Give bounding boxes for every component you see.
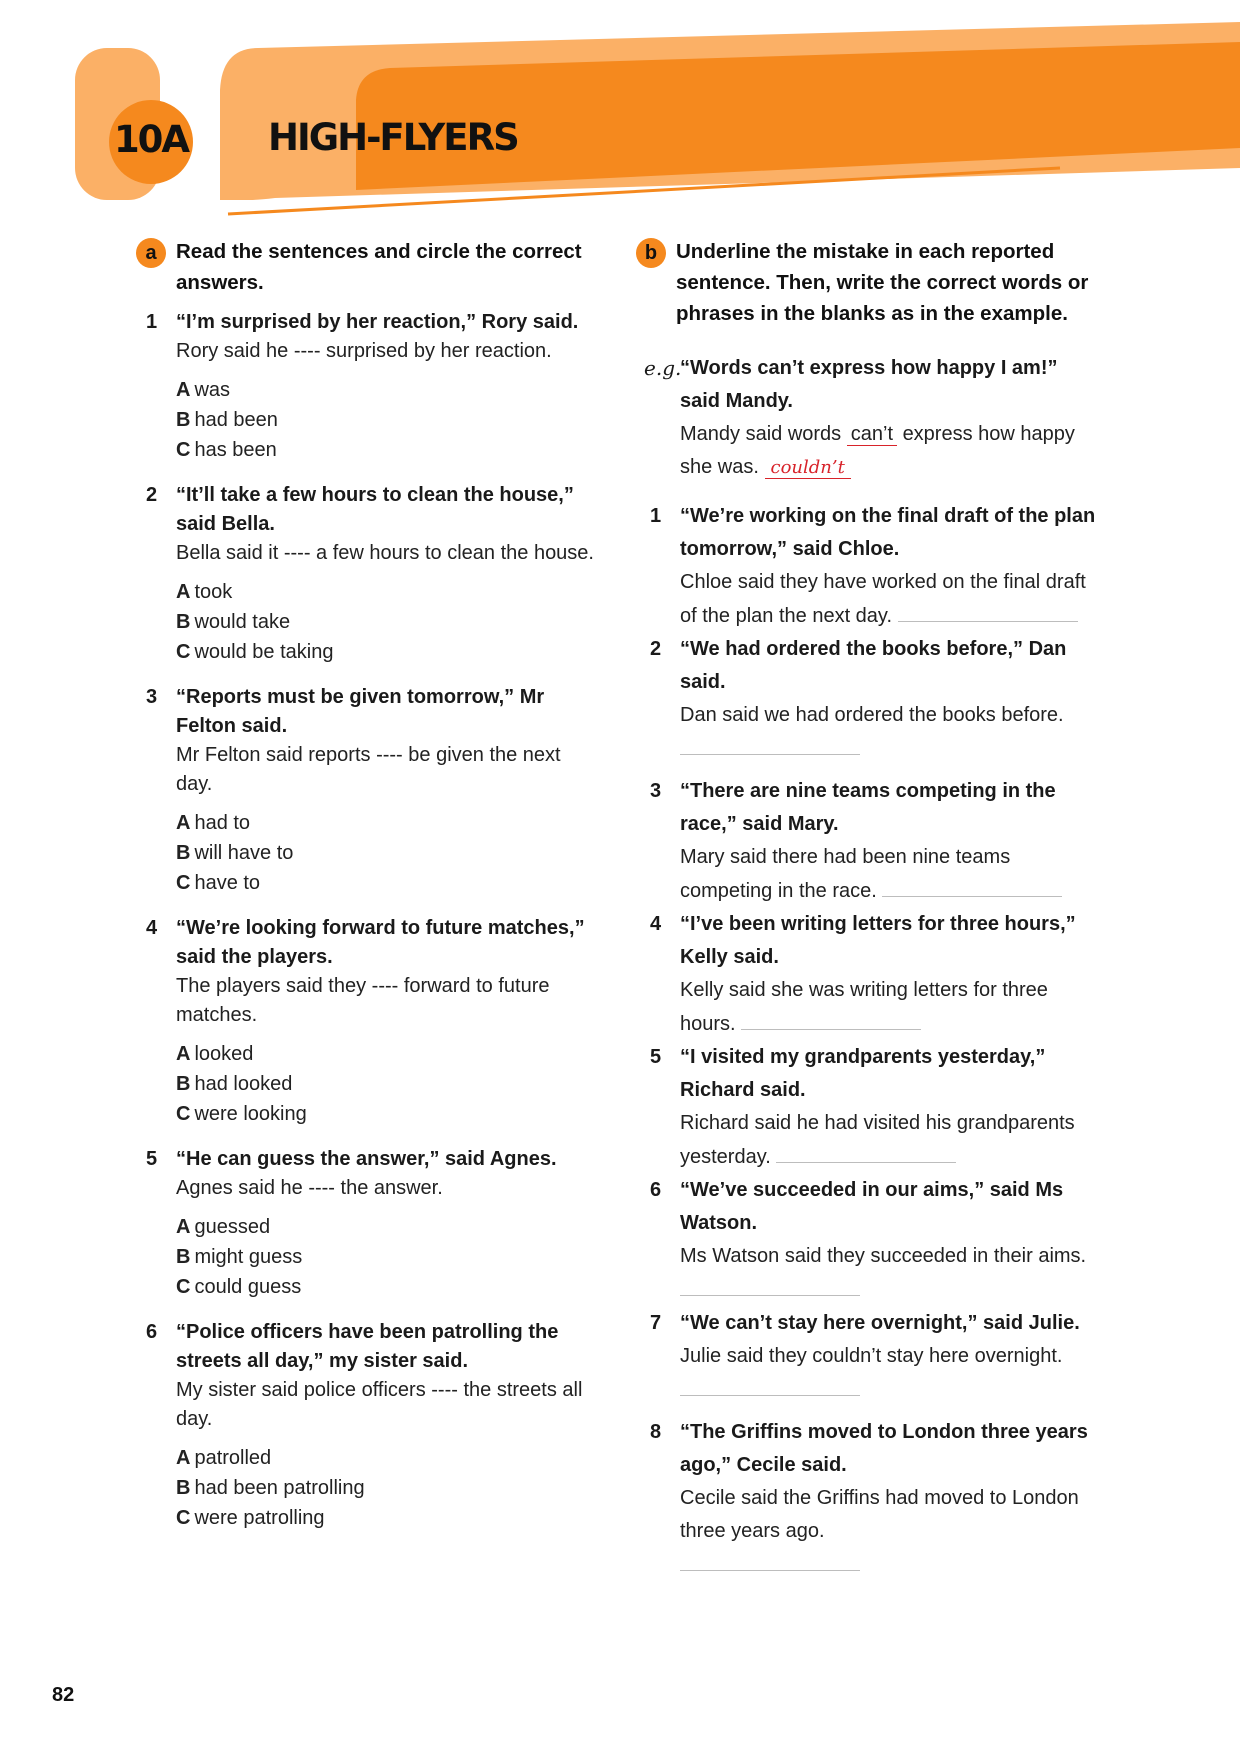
page-number: 82 — [52, 1684, 75, 1706]
question-b-6 — [650, 1174, 1100, 1307]
question-report: Chloe said they have worked on the final draft of the plan the next day. — [680, 571, 1086, 627]
question-number: 4 — [650, 913, 662, 935]
blank-line-row — [680, 1548, 1100, 1581]
question-report: Julie said they couldn’t stay here overnight. — [680, 1345, 1063, 1367]
question-a-5 — [146, 1145, 596, 1302]
unit-header — [0, 0, 1240, 230]
example-item — [644, 352, 1100, 484]
question-a-3 — [146, 683, 596, 898]
question-number: 1 — [650, 505, 662, 527]
answer-blank[interactable] — [898, 599, 1078, 622]
question-report: My sister said police officers ---- the streets all day. — [176, 1379, 583, 1430]
question-report: The players said they ---- forward to future matches. — [176, 975, 550, 1026]
answer-blank[interactable] — [776, 1140, 956, 1163]
blank-line-row — [680, 1373, 1100, 1406]
question-b-3 — [650, 775, 1100, 908]
section-b-instructions: Underline the mistake in each reported sentence. Then, write the correct words or phrases in the blanks as in the example. — [676, 240, 1089, 325]
question-b-1 — [650, 500, 1100, 633]
question-report: Agnes said he ---- the answer. — [176, 1177, 443, 1199]
question-quote: “I’ve been writing letters for three hours,” Kelly said. — [680, 913, 1076, 968]
header-banner-graphic — [0, 0, 1240, 230]
example-quote: “Words can’t express how happy I am!” said Mandy. — [680, 357, 1058, 412]
question-a-1 — [146, 308, 596, 465]
question-number: 8 — [650, 1421, 662, 1443]
question-quote: “We had ordered the books before,” Dan said. — [680, 638, 1067, 693]
question-quote: “He can guess the answer,” said Agnes. — [176, 1148, 557, 1170]
example-answer: couldn’t — [765, 457, 851, 479]
question-report: Mary said there had been nine teams competing in the race. — [680, 841, 1100, 908]
question-quote: “I’m surprised by her reaction,” Rory said. — [176, 311, 579, 333]
answer-options — [176, 1039, 596, 1129]
question-report: Dan said we had ordered the books before. — [680, 704, 1064, 726]
question-quote: “We’re looking forward to future matches,” said the players. — [176, 917, 585, 968]
question-report: Cecile said the Griffins had moved to London three years ago. — [680, 1487, 1079, 1542]
answer-blank[interactable] — [680, 1373, 860, 1396]
question-number: 6 — [146, 1321, 158, 1343]
section-b-badge: b — [636, 238, 666, 268]
option-a[interactable]: A was — [176, 379, 231, 401]
answer-blank[interactable] — [741, 1007, 921, 1030]
question-quote: “We can’t stay here overnight,” said Julie. — [680, 1312, 1080, 1334]
question-report: Ms Watson said they succeeded in their aims. — [680, 1240, 1100, 1307]
question-number: 2 — [650, 638, 662, 660]
option-a[interactable]: A had to — [176, 812, 251, 834]
option-b[interactable]: B had looked — [176, 1073, 293, 1095]
question-quote: “There are nine teams competing in the race,” said Mary. — [680, 780, 1056, 835]
question-number: 4 — [146, 917, 158, 939]
question-a-6 — [146, 1318, 596, 1533]
question-number: 5 — [650, 1046, 662, 1068]
answer-options — [176, 577, 596, 667]
answer-blank[interactable] — [680, 732, 860, 755]
example-report-after: express how happy she was. — [680, 423, 1075, 478]
option-b[interactable]: B will have to — [176, 842, 294, 864]
option-c[interactable]: C have to — [176, 872, 261, 894]
example-report-before: Mandy said words — [680, 423, 842, 445]
option-c[interactable]: C were looking — [176, 1103, 307, 1125]
question-b-4 — [650, 908, 1100, 1041]
question-report: Richard said he had visited his grandparents yesterday. — [680, 1112, 1075, 1168]
example-mistake: can’t — [847, 423, 897, 446]
question-number: 7 — [650, 1312, 662, 1334]
section-a-badge: a — [136, 238, 166, 268]
option-b[interactable]: B might guess — [176, 1246, 303, 1268]
question-quote: “Reports must be given tomorrow,” Mr Felton said. — [176, 686, 545, 737]
question-quote: “It’ll take a few hours to clean the house,” said Bella. — [176, 484, 574, 535]
option-b[interactable]: B would take — [176, 611, 291, 633]
option-b[interactable]: B had been — [176, 409, 278, 431]
example-report — [680, 418, 1100, 484]
option-a[interactable]: A looked — [176, 1043, 254, 1065]
unit-code: 10A — [113, 118, 189, 161]
question-number: 6 — [650, 1179, 662, 1201]
option-b[interactable]: B had been patrolling — [176, 1477, 365, 1499]
option-a[interactable]: A guessed — [176, 1216, 271, 1238]
question-quote: “We’re working on the final draft of the plan tomorrow,” said Chloe. — [680, 505, 1096, 560]
question-b-2 — [650, 633, 1100, 765]
answer-options — [176, 1212, 596, 1302]
option-c[interactable]: C could guess — [176, 1276, 302, 1298]
question-number: 1 — [146, 311, 158, 333]
question-number: 2 — [146, 484, 158, 506]
option-c[interactable]: C were patrolling — [176, 1507, 325, 1529]
answer-blank[interactable] — [680, 1273, 860, 1296]
option-c[interactable]: C has been — [176, 439, 277, 461]
option-c[interactable]: C would be taking — [176, 641, 334, 663]
question-a-2 — [146, 481, 596, 667]
question-b-5 — [650, 1041, 1100, 1174]
question-number: 5 — [146, 1148, 158, 1170]
question-report: Kelly said she was writing letters for three hours. — [680, 979, 1048, 1035]
section-b-questions — [644, 352, 1100, 1581]
question-report: Mr Felton said reports ---- be given the next day. — [176, 744, 561, 795]
question-quote: “The Griffins moved to London three years ago,” Cecile said. — [680, 1421, 1088, 1476]
question-number: 3 — [146, 686, 158, 708]
section-a-instructions: Read the sentences and circle the correct answers. — [176, 240, 582, 294]
question-a-4 — [146, 914, 596, 1129]
question-number: 3 — [650, 780, 662, 802]
blank-line-row — [680, 732, 1100, 765]
question-report: Rory said he ---- surprised by her reaction. — [176, 340, 552, 362]
question-b-8 — [650, 1416, 1100, 1581]
answer-options — [176, 375, 596, 465]
question-quote: “I visited my grandparents yesterday,” Richard said. — [680, 1046, 1046, 1101]
question-quote: “Police officers have been patrolling the streets all day,” my sister said. — [176, 1321, 559, 1372]
answer-options — [176, 808, 596, 898]
section-a-questions — [146, 308, 596, 1549]
question-report: Bella said it ---- a few hours to clean the house. — [176, 542, 594, 564]
answer-blank[interactable] — [680, 1548, 860, 1571]
unit-title: HIGH-FLYERS — [268, 116, 518, 159]
question-quote: “We’ve succeeded in our aims,” said Ms Watson. — [680, 1179, 1064, 1234]
option-a[interactable]: A patrolled — [176, 1447, 272, 1469]
answer-options — [176, 1443, 596, 1533]
answer-blank[interactable] — [882, 874, 1062, 897]
example-label: e.g. — [644, 356, 682, 380]
option-a[interactable]: A took — [176, 581, 233, 603]
question-b-7 — [650, 1307, 1100, 1406]
